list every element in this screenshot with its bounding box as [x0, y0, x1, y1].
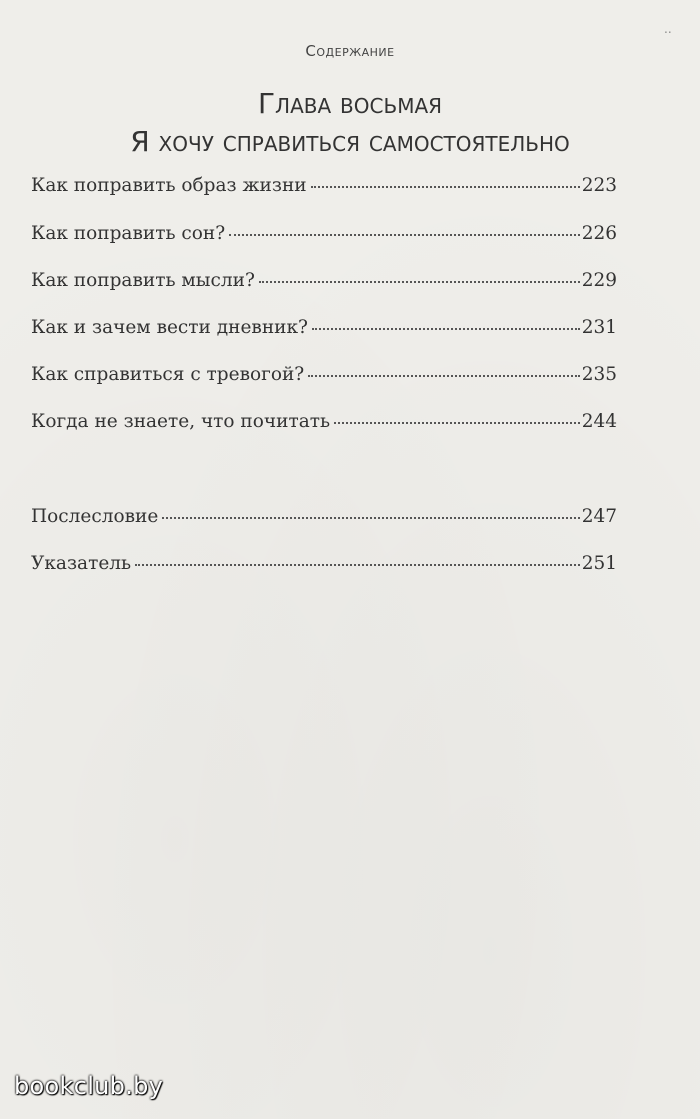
toc-entry-label: Как поправить образ жизни [31, 175, 307, 196]
toc-leader-dots [334, 422, 580, 424]
toc-entry [31, 317, 617, 347]
toc-entry [31, 270, 617, 300]
toc-entry-page: 251 [581, 553, 617, 574]
chapter-number-title: Глава восьмая [257, 87, 443, 120]
toc-entry-label: Когда не знаете, что почитать [31, 411, 331, 432]
toc-entry-label: Как справиться с тревогой? [31, 364, 305, 385]
toc-entry [31, 175, 617, 205]
toc-leader-dots [312, 328, 580, 330]
toc-entry-label: Как поправить сон? [31, 223, 226, 244]
toc-entry-page: 229 [581, 270, 617, 291]
toc-entry-page: 244 [581, 411, 617, 432]
toc-entry-page: 231 [581, 317, 617, 338]
toc-leader-dots [162, 517, 579, 519]
toc-leader-dots [135, 564, 580, 566]
toc-entry-page: 223 [581, 175, 617, 196]
toc-leader-dots [308, 375, 579, 377]
toc-entry [31, 553, 617, 583]
toc-leader-dots [229, 234, 580, 236]
corner-mark: .. [664, 22, 672, 36]
toc-entry [31, 364, 617, 394]
toc-entry [31, 223, 617, 253]
toc-entry [31, 506, 617, 536]
toc-leader-dots [311, 186, 580, 188]
watermark: bookclub.by [14, 1072, 164, 1100]
toc-entry-label: Указатель [31, 553, 132, 574]
toc-entry-label: Как поправить мысли? [31, 270, 255, 291]
toc-entry-page: 235 [581, 364, 617, 385]
toc-entry [31, 411, 617, 441]
toc-leader-dots [259, 281, 580, 283]
toc-entry-label: Послесловие [31, 506, 159, 527]
toc-entry-page: 247 [581, 506, 617, 527]
chapter-name-title: Я хочу справиться самостоятельно [130, 125, 570, 158]
toc-entry-label: Как и зачем вести дневник? [31, 317, 308, 338]
running-head: Содержание [305, 42, 395, 60]
toc-entry-page: 226 [581, 223, 617, 244]
